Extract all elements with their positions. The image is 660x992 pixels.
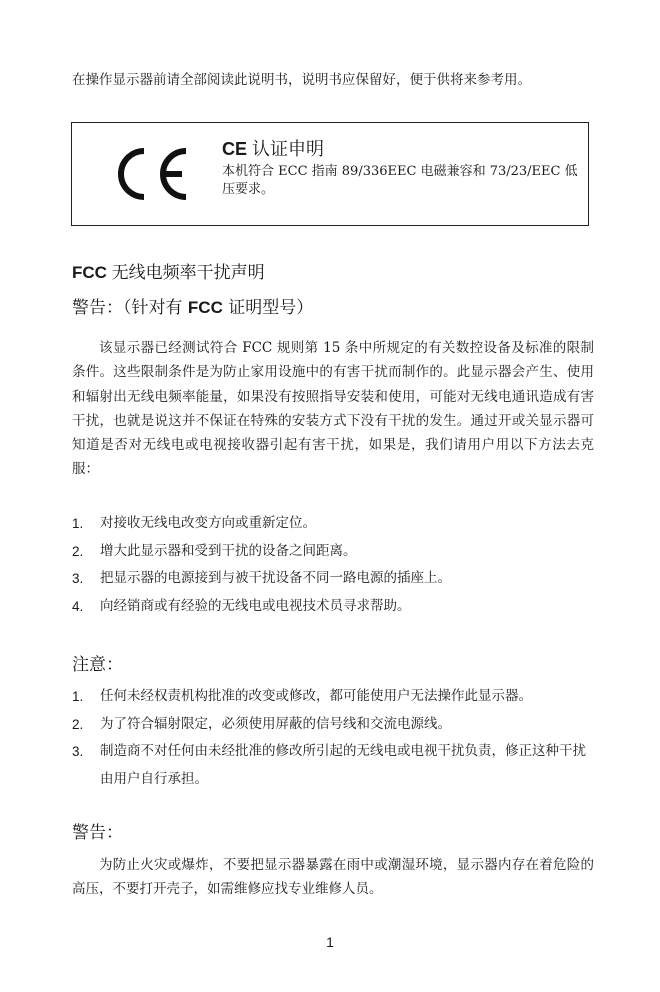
intro-text: 在操作显示器前请全部阅读此说明书，说明书应保留好，便于供将来参考用。 — [72, 72, 531, 88]
warning-fcc-heading: 警告：（针对有 FCC 证明型号） — [72, 298, 314, 318]
page-number: 1 — [326, 934, 334, 950]
list-item: 3. 制造商不对任何由未经批准的修改所引起的无线电或电视干扰负责，修正这种干扰由用户自行承担。 — [72, 743, 586, 787]
ce-title: CE 认证申明 — [222, 139, 325, 159]
warning-heading: 警告： — [72, 823, 123, 843]
fcc-heading: FCC 无线电频率干扰声明 — [72, 263, 265, 282]
notice-heading: 注意： — [72, 655, 123, 675]
list-item: 2. 为了符合辐射限定，必须使用屏蔽的信号线和交流电源线。 — [72, 715, 451, 732]
list-item: 2. 增大此显示器和受到干扰的设备之间距离。 — [72, 542, 357, 559]
ce-mark-logo — [108, 145, 190, 203]
fcc-remedy-list — [72, 510, 594, 620]
list-item: 4. 向经销商或有经验的无线电或电视技术员寻求帮助。 — [72, 597, 411, 614]
ce-certification-box — [71, 122, 589, 226]
safety-paragraph: 为防止火灾或爆炸，不要把显示器暴露在雨中或潮湿环境，显示器内存在着危险的高压，不要打开壳子，如需维修应找专业维修人员。 — [72, 857, 594, 898]
ce-description: 本机符合 ECC 指南 89/336EEC 电磁兼容和 73/23/EEC 低压要求。 — [222, 164, 578, 197]
list-item: 1. 对接收无线电改变方向或重新定位。 — [72, 515, 316, 531]
list-item: 1. 任何未经权责机构批准的改变或修改，都可能使用户无法操作此显示器。 — [72, 688, 532, 704]
fcc-paragraph: 该显示器已经测试符合 FCC 规则第 15 条中所规定的有关数控设备及标准的限制条件。这些限制条件是为防止家用设施中的有害干扰而制作的。此显示器会产生、使用和辐射出无线电频率能量，如果没有按照指导安装和使用，可能对无线电通讯造成有害干扰，也就是说这并不保证在特殊的安装方式下没有干扰的发生。通过开或关显示器可知道是否对无线电或电视接收器引起有害干扰，如果是，我们请用户用以下方法去克服： — [72, 340, 594, 478]
list-item: 3. 把显示器的电源接到与被干扰设备不同一路电源的插座上。 — [72, 570, 451, 587]
notice-list — [72, 683, 594, 793]
